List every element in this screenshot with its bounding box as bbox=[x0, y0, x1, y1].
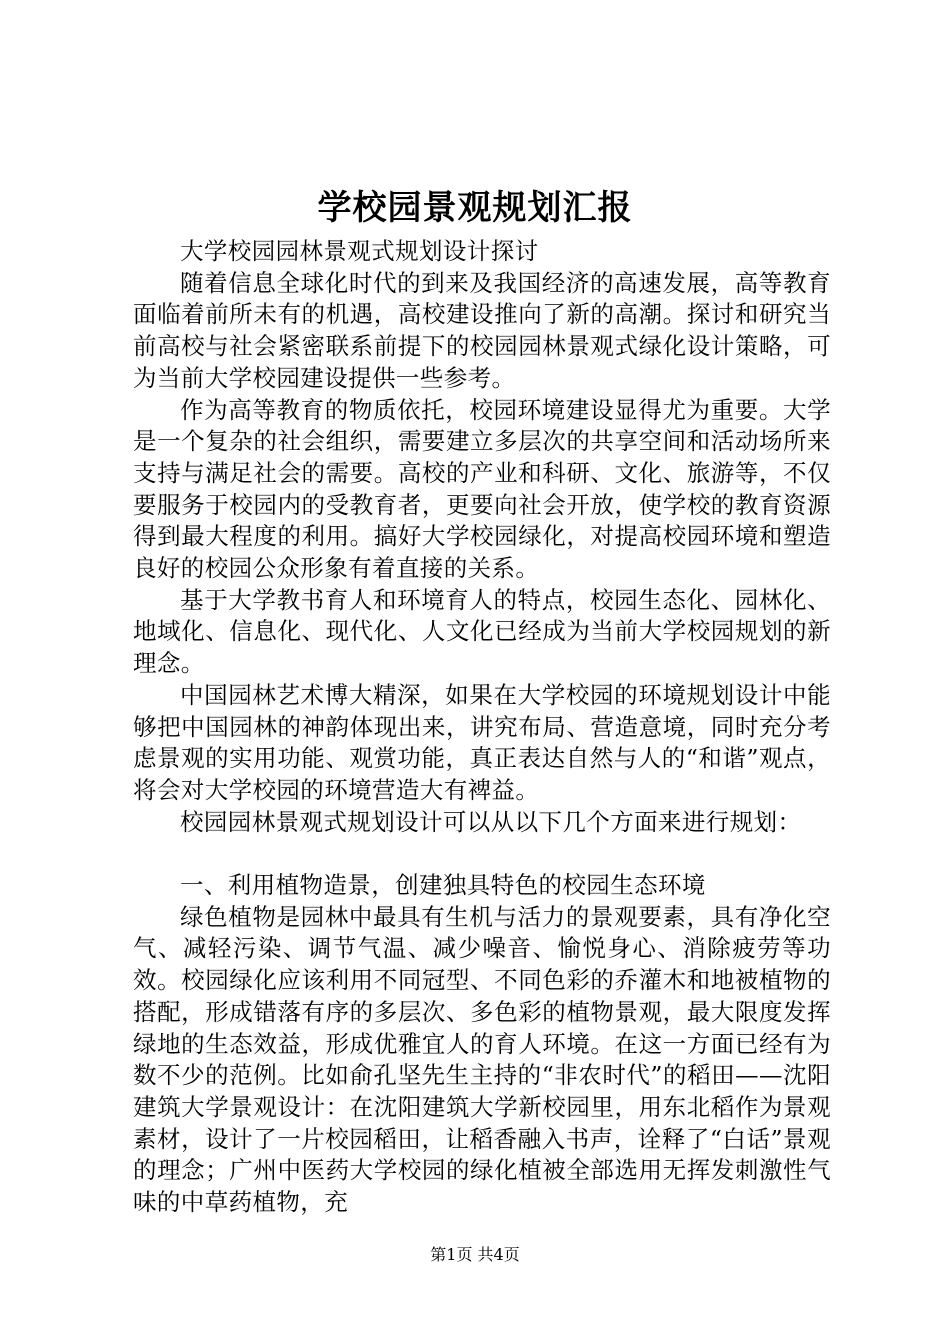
paragraph: 校园园林景观式规划设计可以从以下几个方面来进行规划： bbox=[180, 807, 802, 836]
paragraph: 绿色植物是园林中最具有生机与活力的景观要素，具有净化空气、减轻污染、调节气温、减少噪音、愉悦身心、消除疲劳等功效。校园绿化应该利用不同冠型、不同色彩的乔灌木和地被植物的搭配，形成错落有序的多层次、多色彩的植物景观，最大限度发挥绿地的生态效益，形成优雅宜人的育人环境。在这一方面已经有为数不少的范例。比如俞孔坚先生主持的“非农时代”的稻田——沈阳建筑大学景观设计：在沈阳建筑大学新校园里，用东北稻作为景观素材，设计了一片校园稻田，让稻香融入书声，诠释了“白话”景观的理念；广州中医药大学校园的绿化植被全部选用无挥发刺激性气味的中草药植物，充 bbox=[133, 902, 831, 1217]
blank-line bbox=[133, 838, 831, 870]
paragraph: 基于大学教书育人和环境育人的特点，校园生态化、园林化、地域化、信息化、现代化、人文化已经成为当前大学校园规划的新理念。 bbox=[133, 585, 831, 678]
page-number-footer: 第1页 共4页 bbox=[430, 1245, 520, 1264]
document-body bbox=[133, 236, 831, 1219]
paragraph-subtitle: 大学校园园林景观式规划设计探讨 bbox=[180, 237, 539, 265]
paragraph: 作为高等教育的物质依托，校园环境建设显得尤为重要。大学是一个复杂的社会组织，需要建立多层次的共享空间和活动场所来支持与满足社会的需要。高校的产业和科研、文化、旅游等，不仅要服务于校园内的受教育者，更要向社会开放，使学校的教育资源得到最大程度的利用。搞好大学校园绿化，对提高校园环境和塑造良好的校园公众形象有着直接的关系。 bbox=[133, 395, 831, 583]
document-title: 学校园景观规划汇报 bbox=[317, 188, 633, 228]
paragraph: 中国园林艺术博大精深，如果在大学校园的环境规划设计中能够把中国园林的神韵体现出来，讲究布局、营造意境，同时充分考虑景观的实用功能、观赏功能，真正表达自然与人的“和谐”观点，将会对大学校园的环境营造大有裨益。 bbox=[133, 680, 831, 804]
paragraph: 随着信息全球化时代的到来及我国经济的高速发展，高等教育面临着前所未有的机遇，高校建设推向了新的高潮。探讨和研究当前高校与社会紧密联系前提下的校园园林景观式绿化设计策略，可为当前大学校园建设提供一些参考。 bbox=[133, 268, 831, 392]
section-heading: 一、利用植物造景，创建独具特色的校园生态环境 bbox=[180, 871, 706, 900]
